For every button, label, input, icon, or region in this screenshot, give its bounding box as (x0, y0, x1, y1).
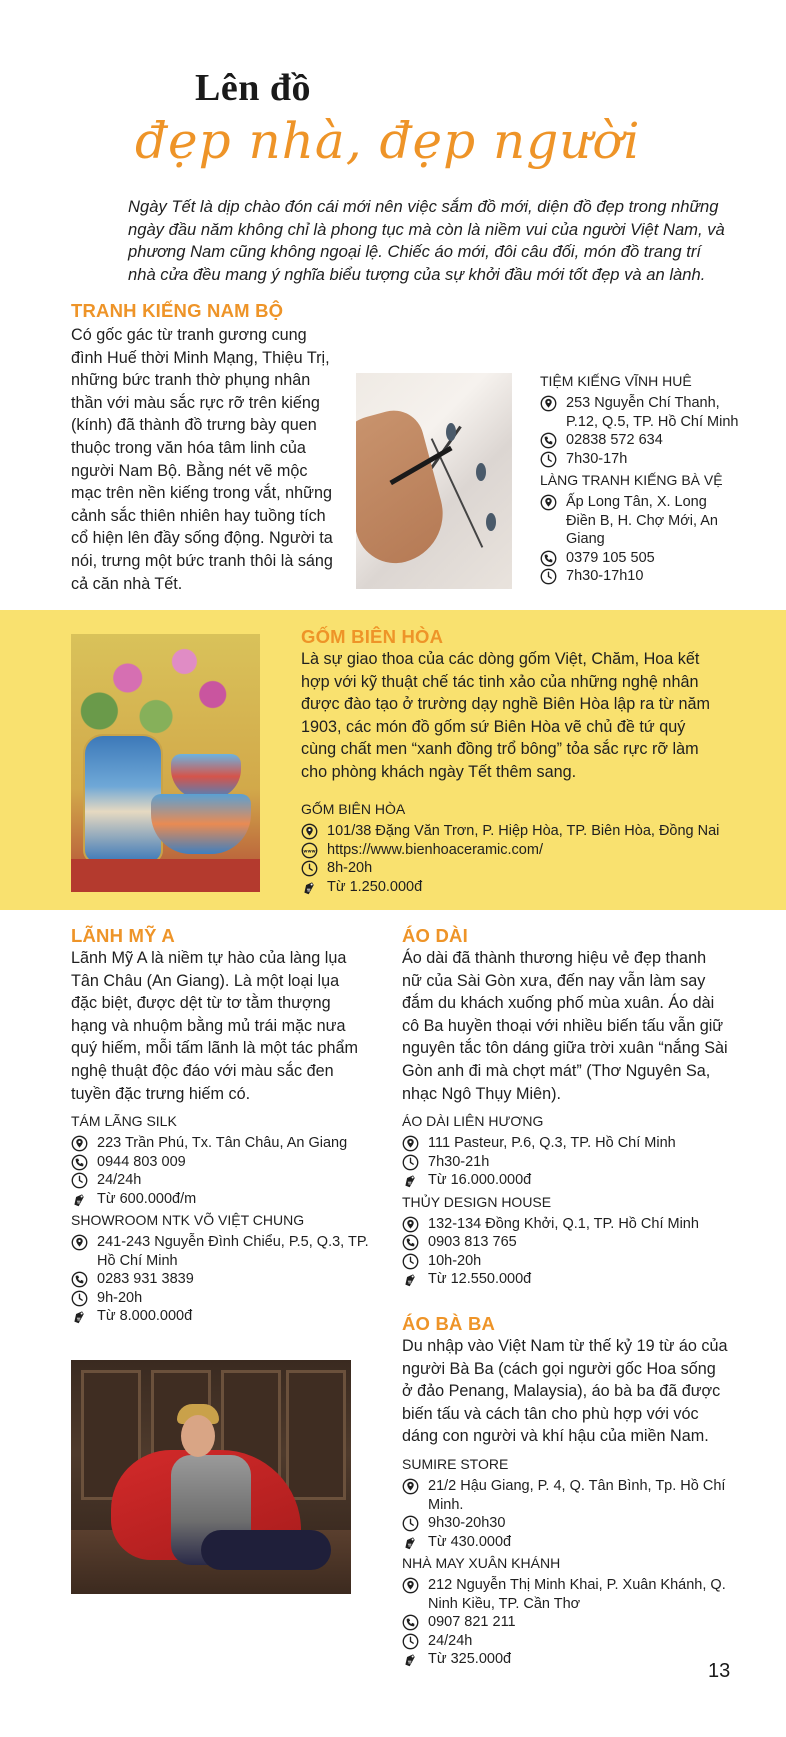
ceramics-photo (71, 634, 260, 892)
phone-text[interactable]: 0283 931 3839 (97, 1271, 194, 1287)
address-text: 223 Trần Phú, Tx. Tân Châu, An Giang (97, 1135, 348, 1151)
phone-icon (540, 549, 559, 567)
price-row (402, 1650, 732, 1669)
price-tag-icon (71, 1307, 90, 1325)
store-block-vinh-hue (540, 372, 740, 586)
hours-row (301, 859, 741, 878)
address-text: 111 Pasteur, P.6, Q.3, TP. Hồ Chí Minh (428, 1135, 676, 1151)
clock-icon (540, 567, 559, 585)
hours-text: 10h-20h (428, 1252, 482, 1269)
location-pin-icon (402, 1477, 421, 1495)
hours-row (402, 1252, 732, 1271)
store-block-gom (301, 800, 741, 896)
address-row (301, 822, 741, 841)
address-text: 101/38 Đặng Văn Trơn, P. Hiệp Hòa, TP. Biên Hòa, Đồng Nai (327, 823, 720, 839)
location-pin-icon (402, 1215, 421, 1233)
phone-icon (71, 1153, 90, 1171)
price-row (402, 1270, 732, 1289)
price-text: Từ 12.550.000đ (428, 1271, 532, 1287)
ao-ba-ba-body: Du nhập vào Việt Nam từ thế kỷ 19 từ áo của người Bà Ba (cách gọi người gốc Hoa sống ở đảo Penang, Malaysia), áo bà ba đã được biến tấu và cách tân cho phù hợp với vóc dáng con người và khí hậu của miền Nam. (402, 1337, 728, 1446)
ao-dai-photo (71, 1360, 351, 1594)
address-row (402, 1134, 732, 1153)
phone-row (71, 1153, 371, 1172)
hours-row (71, 1289, 371, 1308)
web-row (301, 841, 741, 860)
hours-text: 9h30-20h30 (428, 1515, 506, 1531)
hours-row (402, 1153, 732, 1172)
clock-icon (301, 859, 320, 877)
store-name: SUMIRE STORE (402, 1456, 509, 1472)
store-block-ao-dai (402, 1112, 732, 1289)
hours-text: 9h-20h (97, 1289, 143, 1306)
price-text: Từ 8.000.000đ (97, 1308, 193, 1324)
phone-text[interactable]: 0379 105 505 (566, 549, 655, 566)
store-name: GỐM BIÊN HÒA (301, 801, 406, 817)
address-text: 21/2 Hậu Giang, P. 4, Q. Tân Bình, Tp. Hồ Chí Minh. (428, 1478, 726, 1513)
phone-row (540, 431, 740, 450)
store-block-ao-ba-ba (402, 1455, 732, 1669)
hours-text: 8h-20h (327, 860, 373, 876)
store-name: SHOWROOM NTK VÕ VIỆT CHUNG (71, 1212, 305, 1228)
gom-body: Là sự giao thoa của các dòng gốm Việt, Chăm, Hoa kết hợp với kỹ thuật chế tác tinh xảo của những nghệ nhân được đào tạo ở trường dạy nghề Biên Hòa lập ra từ năm 1903, các món đồ gốm sứ Biên Hòa vẽ chủ đề tứ quý cùng chất men “xanh đồng trổ bông” tỏa sắc rực rỡ làm cho phòng khách ngày Tết thêm sang. (301, 650, 711, 781)
location-pin-icon (402, 1134, 421, 1152)
web-icon (301, 841, 320, 859)
phone-text[interactable]: 02838 572 634 (566, 432, 663, 448)
store-name: LÀNG TRANH KIẾNG BÀ VỆ (540, 472, 723, 488)
clock-icon (402, 1252, 421, 1270)
hours-text: 7h30-17h (566, 450, 628, 467)
hours-row (402, 1632, 732, 1651)
address-row (540, 394, 740, 431)
phone-icon (402, 1613, 421, 1631)
page-title: Lên đồ (195, 67, 311, 109)
section-title-ao-ba-ba: ÁO BÀ BA (402, 1313, 496, 1334)
location-pin-icon (71, 1134, 90, 1152)
hours-row (402, 1514, 732, 1533)
address-text: 253 Nguyễn Chí Thanh, P.12, Q.5, TP. Hồ Chí Minh (566, 395, 739, 430)
ao-dai-body: Áo dài đã thành thương hiệu vẻ đẹp thanh nữ của Sài Gòn xưa, đến nay vẫn làm say đắm du khách xuống phố mùa xuân. Áo dài cô Ba huyền thoại với nhiều biến tấu vẫn giữ nguyên tắc tôn dáng giữa trời xuân “nắng Sài Gòn anh đi mà chợt mát” (Thơ Nguyên Sa, nhạc Ngô Thụy Miên). (402, 949, 728, 1103)
phone-row (540, 549, 740, 568)
hours-row (71, 1171, 371, 1190)
price-row (71, 1307, 371, 1326)
price-tag-icon (71, 1190, 90, 1208)
location-pin-icon (540, 394, 559, 412)
hours-row (540, 450, 740, 469)
hours-row (540, 567, 740, 586)
phone-icon (402, 1233, 421, 1251)
address-row (402, 1215, 732, 1234)
location-pin-icon (301, 822, 320, 840)
location-pin-icon (402, 1576, 421, 1594)
store-name: TÁM LÃNG SILK (71, 1113, 177, 1129)
page-number: 13 (708, 1660, 731, 1682)
phone-row (71, 1270, 371, 1289)
address-row (71, 1233, 371, 1270)
price-tag-icon (402, 1171, 421, 1189)
clock-icon (71, 1171, 90, 1189)
section-title-gom: GỐM BIÊN HÒA (301, 626, 444, 647)
price-text: Từ 1.250.000đ (327, 878, 423, 895)
clock-icon (71, 1289, 90, 1307)
store-name: THỦY DESIGN HOUSE (402, 1193, 552, 1210)
store-name: NHÀ MAY XUÂN KHÁNH (402, 1555, 561, 1571)
store-name: ÁO DÀI LIÊN HƯƠNG (402, 1113, 544, 1129)
price-text: Từ 430.000đ (428, 1533, 512, 1550)
phone-text[interactable]: 0944 803 009 (97, 1153, 186, 1170)
phone-icon (540, 431, 559, 449)
price-tag-icon (402, 1533, 421, 1551)
price-text: Từ 600.000đ/m (97, 1190, 197, 1207)
section-title-ao-dai: ÁO DÀI (402, 925, 468, 946)
price-tag-icon (402, 1270, 421, 1288)
hours-text: 24/24h (428, 1632, 473, 1649)
price-row (71, 1190, 371, 1209)
clock-icon (402, 1153, 421, 1171)
location-pin-icon (540, 493, 559, 511)
location-pin-icon (71, 1233, 90, 1251)
address-text: 241-243 Nguyễn Đình Chiểu, P.5, Q.3, TP. Hồ Chí Minh (97, 1234, 369, 1269)
phone-text[interactable]: 0903 813 765 (428, 1234, 517, 1250)
website-link[interactable]: https://www.bienhoaceramic.com/ (327, 841, 543, 858)
section-title-tranh-kieng: TRANH KIẾNG NAM BỘ (71, 300, 284, 321)
phone-icon (71, 1270, 90, 1288)
store-block-lanh (71, 1112, 371, 1326)
address-row (71, 1134, 371, 1153)
clock-icon (402, 1632, 421, 1650)
hours-text: 7h30-21h (428, 1153, 490, 1170)
script-title: đẹp nhà, đẹp người (135, 112, 641, 170)
price-row (402, 1171, 732, 1190)
address-text: 132-134 Đồng Khởi, Q.1, TP. Hồ Chí Minh (428, 1215, 699, 1232)
phone-row (402, 1613, 732, 1632)
phone-row (402, 1233, 732, 1252)
clock-icon (402, 1514, 421, 1532)
section-title-lanh: LÃNH MỸ A (71, 925, 175, 946)
address-text: Ấp Long Tân, X. Long Điền B, H. Chợ Mới, An Giang (566, 494, 718, 547)
lanh-body: Lãnh Mỹ A là niềm tự hào của làng lụa Tân Châu (An Giang). Là một loại lụa đặc biệt, được dệt từ tơ tằm thượng hạng và nhuộm bằng mủ trái mặc nưa quý hiếm, mỗi tấm lãnh là một tác phẩm nghệ thuật độc đáo với màu sắc đen tuyền đặc trưng hiếm có. (71, 949, 359, 1103)
phone-text[interactable]: 0907 821 211 (428, 1614, 516, 1630)
glass-painting-photo (356, 373, 512, 589)
address-text: 212 Nguyễn Thị Minh Khai, P. Xuân Khánh, Q. Ninh Kiều, TP. Cần Thơ (428, 1577, 726, 1612)
hours-text: 24/24h (97, 1172, 142, 1188)
intro-paragraph: Ngày Tết là dịp chào đón cái mới nên việc sắm đồ mới, diện đồ đẹp trong những ngày đầu năm không chỉ là phong tục mà còn là niềm vui của người Việt Nam, và phương Nam cũng không ngoại lệ. Chiếc áo mới, đôi câu đối, món đồ trang trí nhà cửa đều mang ý nghĩa biểu tượng của sự khởi đầu mới tốt đẹp và an lành. (128, 197, 725, 284)
address-row (540, 493, 740, 549)
clock-icon (540, 450, 559, 468)
tranh-kieng-body: Có gốc gác từ tranh gương cung đình Huế thời Minh Mạng, Thiệu Trị, những bức tranh thờ phụng nhân thần với màu sắc rực rỡ trên kiếng (kính) đã thành đồ trưng bày quen thuộc trong văn hóa tâm linh của người Nam Bộ. Bằng nét vẽ mộc mạc trên nền kiếng trong vắt, những cảnh sắc thiên nhiên hay tuồng tích cổ hiện lên đầy sống động. Người ta nói, trưng một bức tranh thôi là sáng cả căn nhà Tết. (71, 326, 333, 593)
address-row (402, 1576, 732, 1613)
store-name: TIỆM KIẾNG VĨNH HUÊ (540, 373, 692, 389)
address-row (402, 1477, 732, 1514)
price-text: Từ 325.000đ (428, 1651, 512, 1667)
price-text: Từ 16.000.000đ (428, 1172, 532, 1188)
price-row (301, 878, 741, 897)
price-tag-icon (402, 1650, 421, 1668)
price-tag-icon (301, 878, 320, 896)
price-row (402, 1533, 732, 1552)
hours-text: 7h30-17h10 (566, 568, 644, 584)
